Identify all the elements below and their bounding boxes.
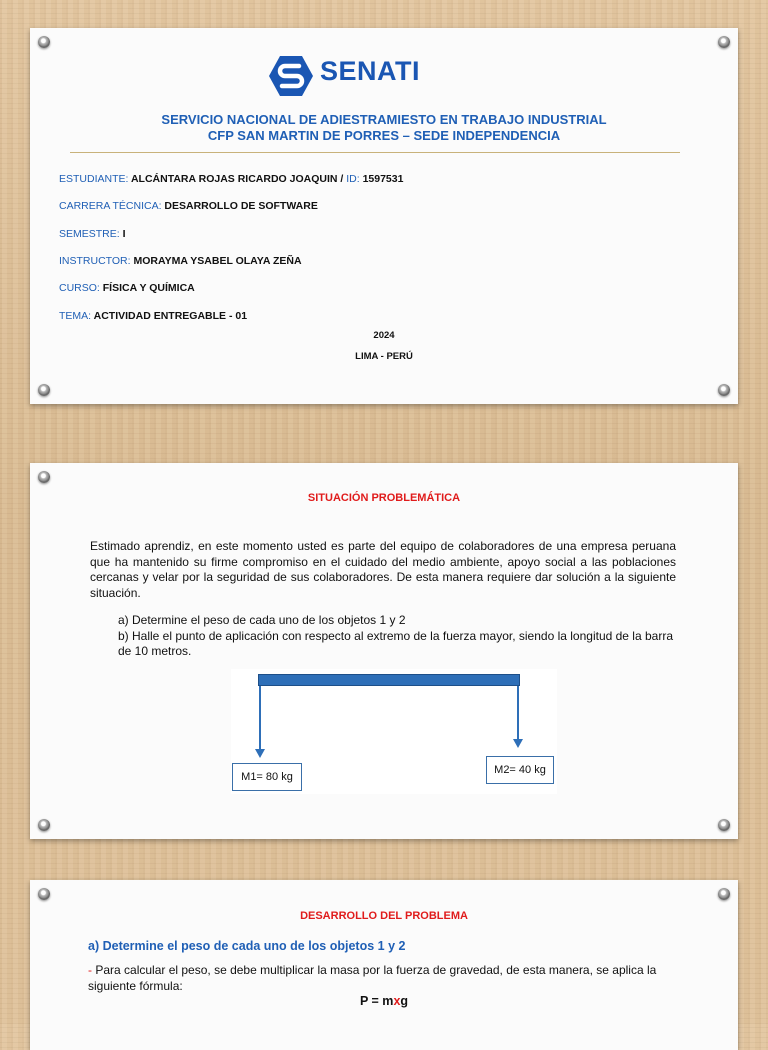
course-field (59, 282, 195, 294)
formula-operator: x (393, 994, 401, 1008)
pin-icon (38, 819, 50, 831)
id-value: 1597531 (362, 173, 404, 185)
formula-right: g (400, 994, 409, 1008)
senati-logo-icon (268, 54, 314, 98)
career-label: CARRERA TÉCNICA: (59, 200, 162, 212)
divider (70, 152, 680, 153)
bullet-dash: - (88, 963, 92, 977)
left-force-line (259, 686, 261, 751)
pin-icon (38, 36, 50, 48)
course-value: FÍSICA Y QUÍMICA (102, 282, 195, 294)
beam (258, 674, 520, 686)
pin-icon (38, 471, 50, 483)
section-title: SITUACIÓN PROBLEMÁTICA (307, 492, 461, 504)
pin-icon (38, 888, 50, 900)
semester-value: I (122, 228, 126, 240)
arrow-down-icon (255, 749, 265, 758)
problem-paragraph: Estimado aprendiz, en este momento usted es parte del equipo de colaboradores de una empresa peruana que ha mantenido su firme compromiso en el cuidado del medio ambiente, apoyo social a las poblaciones cercanas y velar por la seguridad de sus colaboradores. De esta manera requiere dar solución a la siguiente situación. (90, 539, 676, 600)
topic-label: TEMA: (59, 310, 92, 322)
course-label: CURSO: (59, 282, 100, 294)
pin-icon (718, 384, 730, 396)
mass-2-label: M2= 40 kg (486, 756, 554, 784)
question-a: a) Determine el peso de cada uno de los objetos 1 y 2 (88, 939, 406, 953)
pin-icon (38, 384, 50, 396)
institution-campus: CFP SAN MARTIN DE PORRES – SEDE INDEPENDENCIA (207, 128, 561, 143)
section-title: DESARROLLO DEL PROBLEMA (300, 910, 468, 922)
semester-field (59, 228, 126, 240)
lever-diagram (231, 669, 557, 794)
task-list (118, 613, 678, 660)
location: LIMA - PERÚ (355, 351, 413, 362)
weight-formula (30, 994, 738, 1008)
student-label: ESTUDIANTE: (59, 173, 129, 185)
mass-1-label: M1= 80 kg (232, 763, 302, 791)
student-field (59, 173, 403, 185)
arrow-down-icon (513, 739, 523, 748)
semester-label: SEMESTRE: (59, 228, 120, 240)
id-label: ID: (346, 173, 360, 185)
task-item-a: a) Determine el peso de cada uno de los objetos 1 y 2 (118, 613, 406, 627)
instructor-label: INSTRUCTOR: (59, 255, 131, 267)
pin-icon (718, 819, 730, 831)
year: 2024 (373, 330, 395, 341)
career-field (59, 200, 318, 212)
solution-page (30, 880, 738, 1050)
career-value: DESARROLLO DE SOFTWARE (164, 200, 318, 212)
logo-wordmark: SENATI (320, 56, 421, 86)
weight-explanation (88, 963, 698, 994)
student-value: ALCÁNTARA ROJAS RICARDO JOAQUIN / (130, 173, 344, 185)
formula-left: P = m (359, 994, 394, 1008)
senati-logo (268, 54, 438, 98)
instructor-field (59, 255, 302, 267)
right-force-line (517, 686, 519, 741)
pin-icon (718, 888, 730, 900)
task-item-b: b) Halle el punto de aplicación con respecto al extremo de la fuerza mayor, siendo la longitud de la barra de 10 metros. (118, 628, 673, 658)
problem-page (30, 463, 738, 839)
topic-field (59, 310, 247, 322)
instructor-value: MORAYMA YSABEL OLAYA ZEÑA (133, 255, 302, 267)
institution-name: SERVICIO NACIONAL DE ADIESTRAMIESTO EN TRABAJO INDUSTRIAL (161, 112, 607, 127)
cover-page (30, 28, 738, 404)
pin-icon (718, 36, 730, 48)
weight-explanation-text: Para calcular el peso, se debe multiplicar la masa por la fuerza de gravedad, de esta manera, se aplica la siguiente fórmula: (88, 963, 657, 993)
topic-value: ACTIVIDAD ENTREGABLE - 01 (93, 310, 248, 322)
